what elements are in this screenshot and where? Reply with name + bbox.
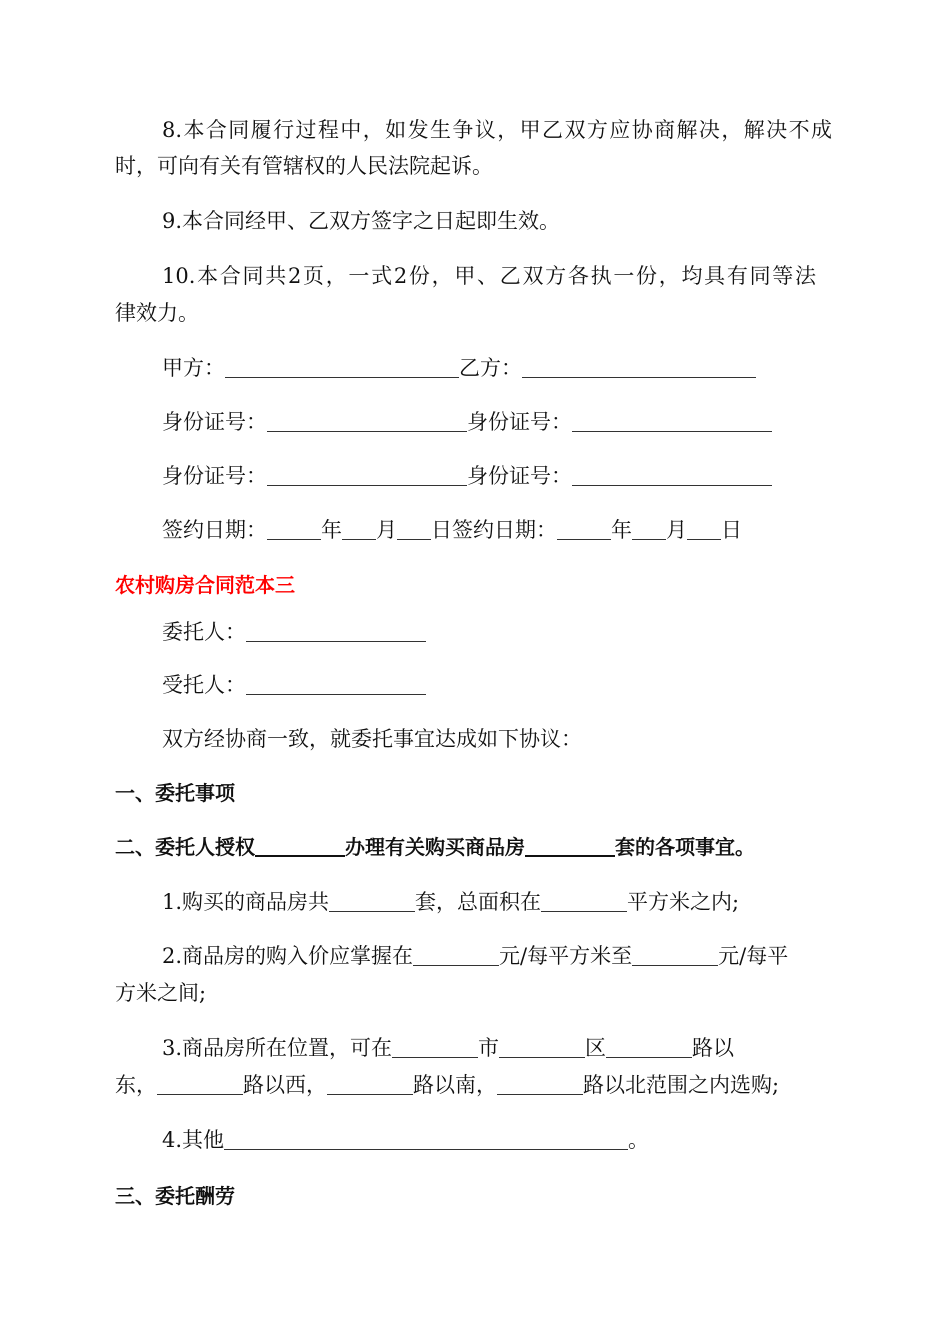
item8-line2: 时，可向有关有管辖权的人民法院起诉。 [115,154,493,178]
month-label: 月 [376,518,397,542]
agent-blank[interactable] [246,674,426,695]
clause-1 [162,887,739,917]
clause-3-text: 市 [478,1036,500,1060]
party-row [162,353,756,383]
principal-label: 委托人： [162,620,246,644]
section-title: 农村购房合同范本三 [115,573,295,597]
clause-3-text: 路以 [692,1036,735,1060]
south-road-blank[interactable] [327,1074,413,1095]
day-blank[interactable] [687,519,721,540]
district-blank[interactable] [499,1037,585,1058]
id-label: 身份证号： [162,410,267,434]
date-row [162,515,742,545]
year-label: 年 [321,518,342,542]
date-label: 签约日期： [162,518,267,542]
clause-3-text: 区 [585,1036,607,1060]
agent-row [162,670,426,700]
heading-2 [115,832,755,862]
area-blank[interactable] [541,891,627,912]
heading-3: 三、委托酬劳 [115,1184,235,1208]
principal-row [162,617,426,647]
month-blank[interactable] [632,519,666,540]
heading-2-part-b: 办理有关购买商品房 [345,835,525,859]
clause-2-line2: 方米之间; [115,981,207,1005]
principal-blank[interactable] [246,621,426,642]
id-blank[interactable] [572,465,772,486]
month-blank[interactable] [342,519,376,540]
date-label: 签约日期： [452,518,557,542]
city-blank[interactable] [392,1037,478,1058]
authorized-agent-blank[interactable] [255,835,345,857]
west-road-blank[interactable] [157,1074,243,1095]
id-blank[interactable] [267,411,467,432]
other-blank[interactable] [224,1129,628,1150]
clause-4 [162,1125,649,1155]
clause-2 [162,941,788,971]
id-label: 身份证号： [467,410,572,434]
day-label: 日 [431,518,452,542]
day-label: 日 [721,518,742,542]
clause-4-text: 4.其他 [162,1128,225,1152]
id-blank[interactable] [572,411,772,432]
heading-1: 一、委托事项 [115,781,235,805]
intro-paragraph: 双方经协商一致，就委托事宜达成如下协议： [162,727,582,751]
clause-3 [162,1033,734,1063]
item9: 9.本合同经甲、乙双方签字之日起即生效。 [162,209,561,233]
clause-4-text: 。 [628,1128,650,1152]
party-b-label: 乙方： [459,356,522,380]
units-blank[interactable] [329,891,415,912]
north-road-blank[interactable] [497,1074,583,1095]
item8-line1: 8.本合同履行过程中，如发生争议，甲乙双方应协商解决，解决不成 [162,118,832,142]
id-row-1 [162,407,772,437]
east-road-blank[interactable] [606,1037,692,1058]
year-blank[interactable] [267,519,321,540]
clause-1-text: 平方米之内; [627,890,740,914]
clause-1-text: 套，总面积在 [415,890,542,914]
clause-2-text: 元/每平方米至 [499,944,633,968]
item10-line2: 律效力。 [115,301,199,325]
clause-3-text: 3.商品房所在位置，可在 [162,1036,393,1060]
clause-3-text: 东， [115,1073,157,1097]
unit-count-blank[interactable] [525,835,615,857]
party-a-blank[interactable] [225,357,459,378]
clause-3-line2 [115,1070,779,1100]
id-blank[interactable] [267,465,467,486]
max-price-blank[interactable] [632,945,718,966]
clause-3-text: 路以南， [413,1073,497,1097]
heading-2-part-c: 套的各项事宜。 [615,835,755,859]
item10-line1: 10.本合同共2页，一式2份，甲、乙双方各执一份，均具有同等法 [162,264,816,288]
month-label: 月 [666,518,687,542]
clause-2-text: 2.商品房的购入价应掌握在 [162,944,414,968]
clause-3-text: 路以西， [243,1073,327,1097]
year-blank[interactable] [557,519,611,540]
clause-2-text: 元/每平 [718,944,789,968]
clause-3-text: 路以北范围之内选购; [583,1073,780,1097]
party-a-label: 甲方： [162,356,225,380]
id-row-2 [162,461,772,491]
min-price-blank[interactable] [413,945,499,966]
heading-2-part-a: 二、委托人授权 [115,835,255,859]
id-label: 身份证号： [467,464,572,488]
party-b-blank[interactable] [522,357,756,378]
year-label: 年 [611,518,632,542]
clause-1-text: 1.购买的商品房共 [162,890,330,914]
agent-label: 受托人： [162,673,246,697]
day-blank[interactable] [397,519,431,540]
id-label: 身份证号： [162,464,267,488]
